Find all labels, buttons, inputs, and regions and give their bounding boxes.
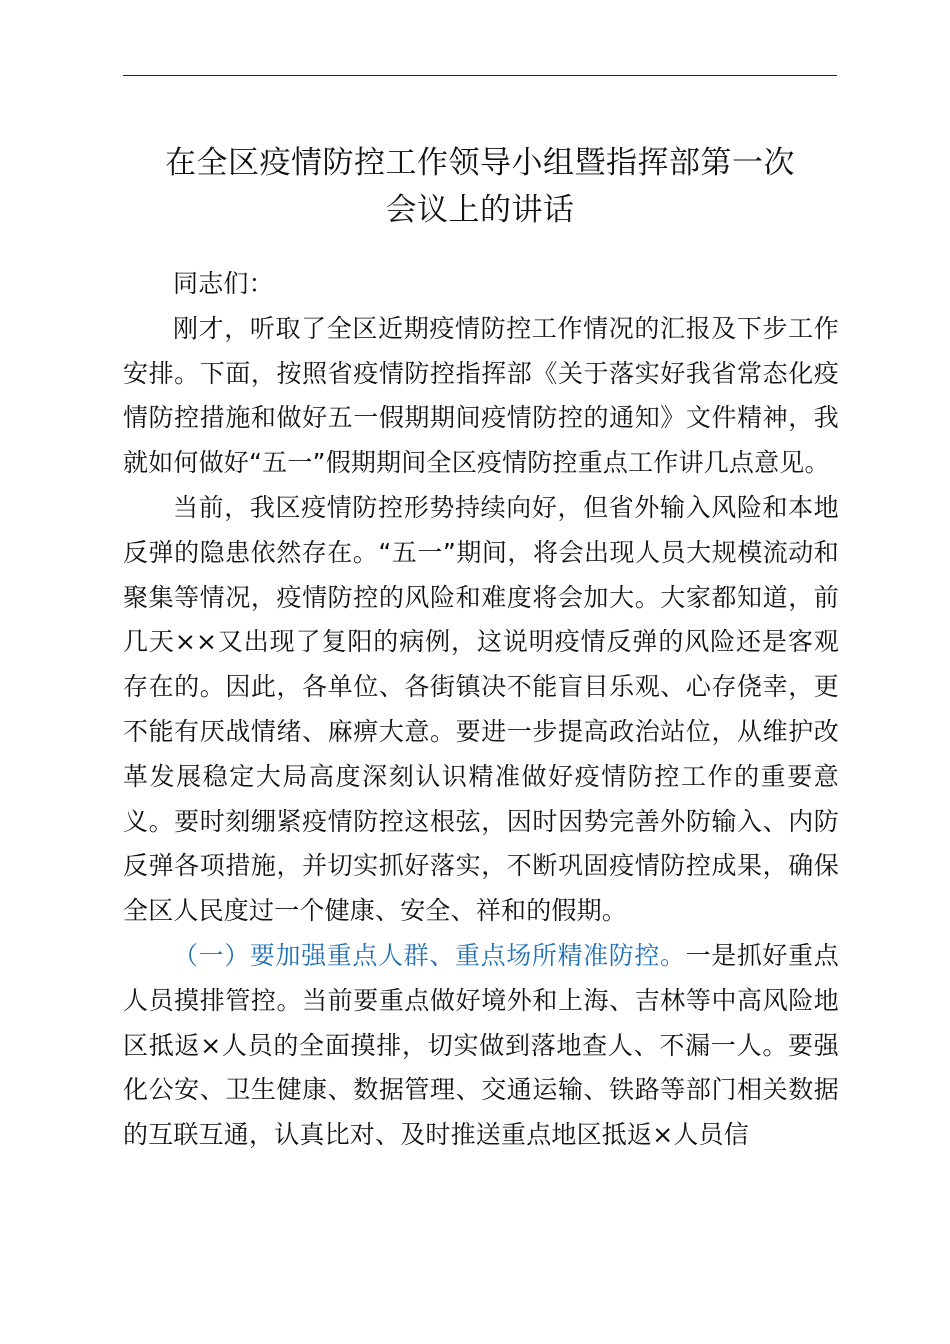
paragraph-1: 刚才，听取了全区近期疫情防控工作情况的汇报及下步工作安排。下面，按照省疫情防控指挥部《关于落实好我省常态化疫情防控措施和做好五一假期期间疫情防控的通知》文件精神，我就如何做好“五一”假期期间全区疫情防控重点工作讲几点意见。 bbox=[123, 313, 839, 478]
title-line-1: 在全区疫情防控工作领导小组暨指挥部第一次 bbox=[165, 145, 795, 181]
section-1-paragraph bbox=[123, 934, 839, 1158]
section-1-text: 一是抓好重点人员摸排管控。当前要重点做好境外和上海、吉林等中高风险地区抵返×人员的全面摸排，切实做到落地查人、不漏一人。要强化公安、卫生健康、数据管理、交通运输、铁路等部门相关数据的互联互通，认真比对、及时推送重点地区抵返×人员信 bbox=[123, 940, 839, 1150]
paragraph-2: 当前，我区疫情防控形势持续向好，但省外输入风险和本地反弹的隐患依然存在。“五一”期间，将会出现人员大规模流动和聚集等情况，疫情防控的风险和难度将会加大。大家都知道，前几天××又出现了复阳的病例，这说明疫情反弹的风险还是客观存在的。因此，各单位、各街镇决不能盲目乐观、心存侥幸，更不能有厌战情绪、麻痹大意。要进一步提高政治站位，从维护改革发展稳定大局高度深刻认识精准做好疫情防控工作的重要意义。要时刻绷紧疫情防控这根弦，因时因势完善外防输入、内防反弹各项措施，并切实抓好落实，不断巩固疫情防控成果，确保全区人民度过一个健康、安全、祥和的假期。 bbox=[123, 492, 839, 926]
document-body bbox=[123, 262, 839, 1158]
salutation: 同志们： bbox=[173, 269, 274, 298]
section-1-heading: （一）要加强重点人群、重点场所精准防控。 bbox=[173, 940, 686, 970]
title-line-2: 会议上的讲话 bbox=[385, 192, 575, 228]
document-title bbox=[100, 140, 860, 234]
header-divider bbox=[123, 75, 837, 76]
